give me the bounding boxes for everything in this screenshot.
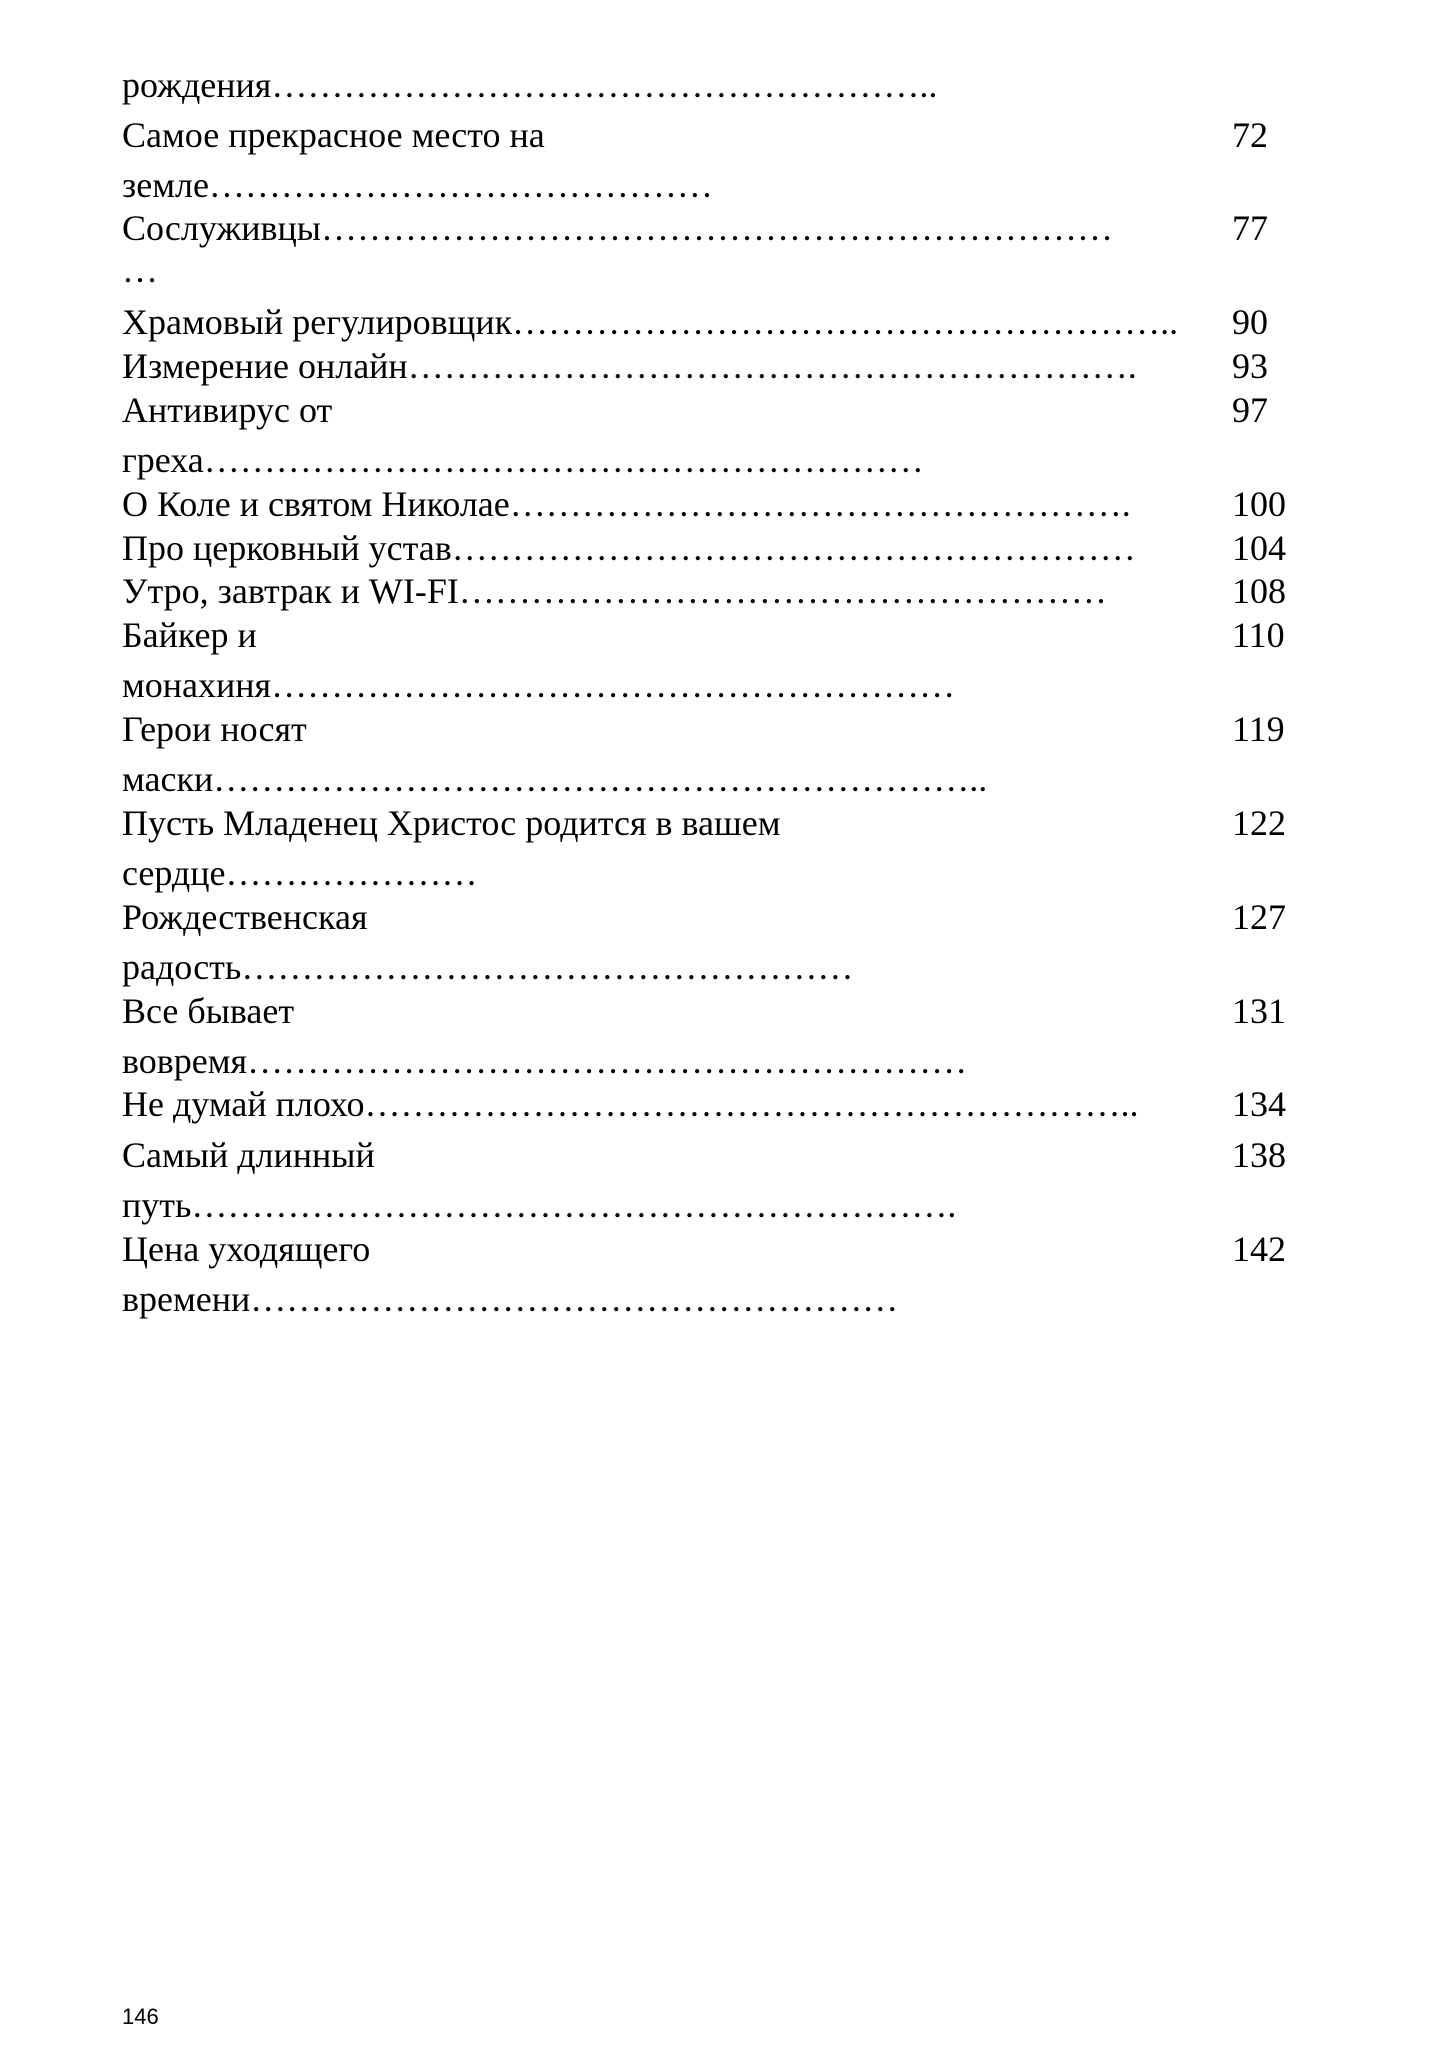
page-number: 146: [122, 2004, 159, 2029]
toc-page-number: 90: [1232, 302, 1268, 342]
toc-entry-text: Храмовый регулировщик………………………………………………..: [122, 302, 1179, 342]
toc-entry-text: Антивирус от: [122, 390, 333, 430]
toc-page-number: 127: [1232, 897, 1286, 937]
toc-page-number: 131: [1232, 991, 1286, 1031]
toc-entry-text: сердце…………………: [122, 853, 478, 893]
toc-entry-text: Рождественская: [122, 897, 368, 937]
toc-page-number: 72: [1232, 115, 1268, 155]
toc-entry-text: Утро, завтрак и WI-FI………………………………………………: [122, 571, 1107, 611]
toc-entry-text: времени………………………………………………: [122, 1279, 899, 1319]
toc-entry-text: рождения………………………………………………..: [122, 65, 938, 105]
toc-entry-text: Сослуживцы…………………………………………………………: [122, 208, 1113, 248]
toc-entry-text: радость……………………………………………: [122, 947, 854, 987]
toc-entry-text: Про церковный устав…………………………………………………: [122, 528, 1136, 568]
toc-page-number: 108: [1232, 571, 1286, 611]
toc-entry-text: Все бывает: [122, 991, 295, 1031]
toc-entry-text: Байкер и: [122, 615, 257, 655]
toc-entry-text: Самый длинный: [122, 1135, 375, 1175]
toc-page-number: 110: [1232, 615, 1285, 655]
toc-page-number: 119: [1232, 709, 1285, 749]
toc-entry-text: земле……………………………………: [122, 165, 713, 205]
toc-page-number: 134: [1232, 1084, 1286, 1124]
toc-entry-text: греха……………………………………………………: [122, 440, 924, 480]
toc-page-number: 104: [1232, 528, 1286, 568]
toc-page-number: 100: [1232, 484, 1286, 524]
toc-page-number: 138: [1232, 1135, 1286, 1175]
toc-entry-text: Не думай плохо………………………………………………………..: [122, 1084, 1139, 1124]
toc-page-number: 97: [1232, 390, 1268, 430]
toc-entry-text: О Коле и святом Николае…………………………………………….: [122, 484, 1131, 524]
toc-page-number: 93: [1232, 346, 1268, 386]
toc-entry-text: Самое прекрасное место на: [122, 115, 545, 155]
toc-page-number: 142: [1232, 1229, 1286, 1269]
toc-entry-text: путь……………………………………………………….: [122, 1185, 957, 1225]
toc-entry-text: маски………………………………………………………..: [122, 759, 988, 799]
toc-entry-text: вовремя……………………………………………………: [122, 1041, 968, 1081]
toc-entry-text: монахиня…………………………………………………: [122, 665, 956, 705]
toc-entry-text: Пусть Младенец Христос родится в вашем: [122, 803, 781, 843]
toc-entry-text: Герои носят: [122, 709, 307, 749]
toc-entry-text: Цена уходящего: [122, 1229, 371, 1269]
toc-entry-text: …: [122, 250, 158, 290]
toc-entry-text: Измерение онлайн…………………………………………………….: [122, 346, 1137, 386]
toc-page-number: 122: [1232, 803, 1286, 843]
toc-page-number: 77: [1232, 208, 1268, 248]
